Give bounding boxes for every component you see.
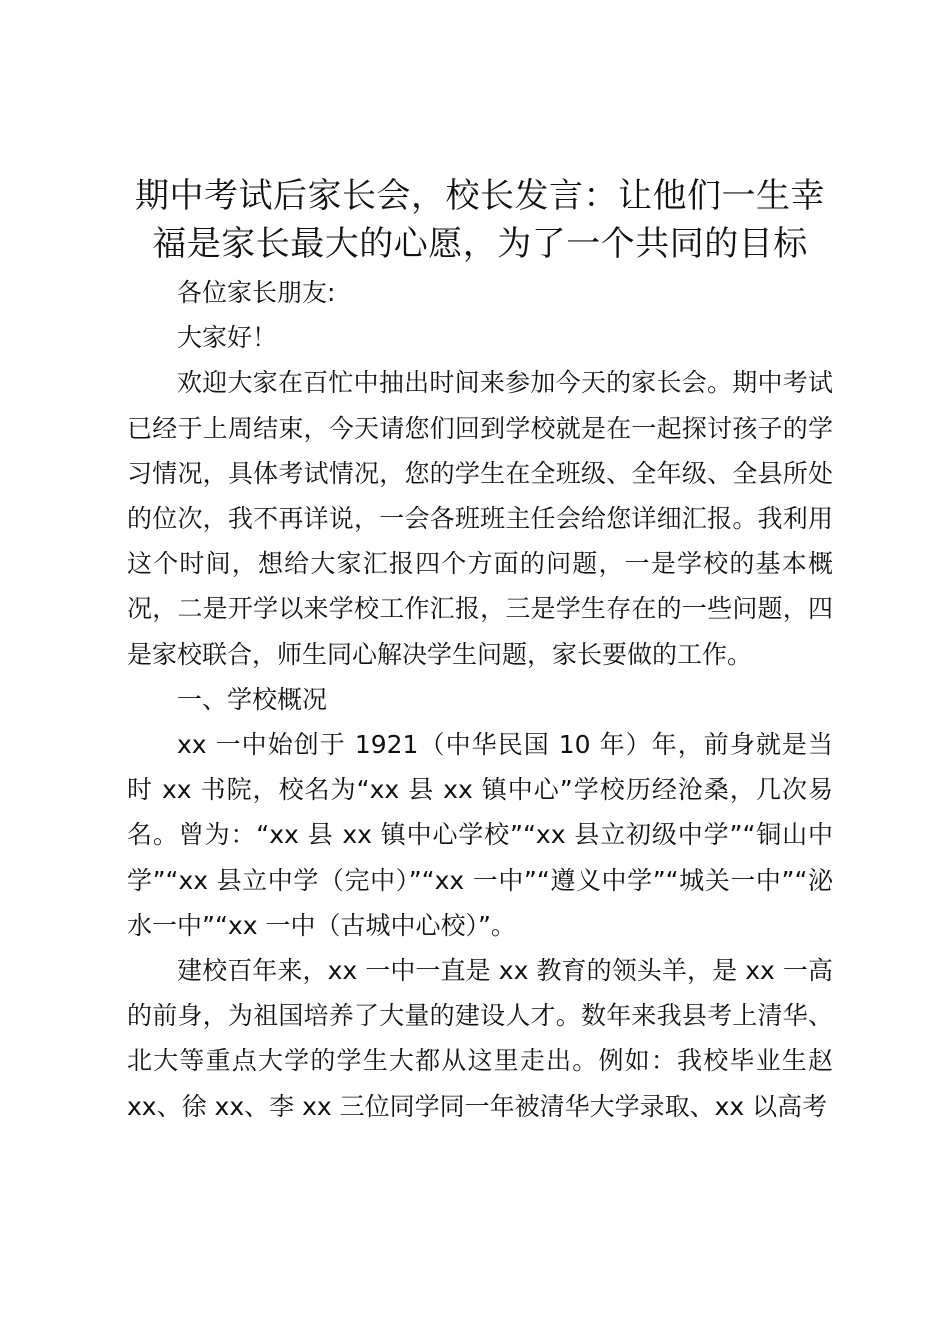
salutation: 各位家长朋友: xyxy=(177,278,336,307)
opening-paragraph: 欢迎大家在百忙中抽出时间来参加今天的家长会。期中考试已经于上周结束，今天请您们回到学校就是在一起探讨孩子的学习情况，具体考试情况，您的学生在全班级、全年级、全县所处的位次，我不再详说，一会各班班主任会给您详细汇报。我利用这个时间，想给大家汇报四个方面的问题，一是学校的基本概况，二是开学以来学校工作汇报，三是学生存在的一些问题，四是家校联合，师生同心解决学生问题，家长要做的工作。 xyxy=(127,368,833,669)
section-heading-school-overview: 一、学校概况 xyxy=(177,684,328,714)
document-page xyxy=(127,172,833,1129)
achievement-paragraph: 建校百年来，xx 一中一直是 xx 教育的领头羊，是 xx 一高的前身，为祖国培养了大量的建设人才。数年来我县考上清华、北大等重点大学的学生大都从这里走出。例如：我校毕业生赵 xx、徐 xx、李 xx 三位同学同一年被清华大学录取、xx 以高考 xyxy=(127,956,833,1121)
history-paragraph: xx 一中始创于 1921（中华民国 10 年）年，前身就是当时 xx 书院，校名为“xx 县 xx 镇中心”学校历经沧桑，几次易名。曾为：“xx 县 xx 镇中心学校”“xx 县立初级中学”“铜山中学”“xx 县立中学（完中）”“xx 一中”“遵义中学”“城关一中”“泌水一中”“xx 一中（古城中心校）”。 xyxy=(127,730,833,940)
greeting: 大家好！ xyxy=(177,323,278,353)
document-title: 期中考试后家长会，校长发言：让他们一生幸福是家长最大的心愿，为了一个共同的目标 xyxy=(135,176,825,264)
